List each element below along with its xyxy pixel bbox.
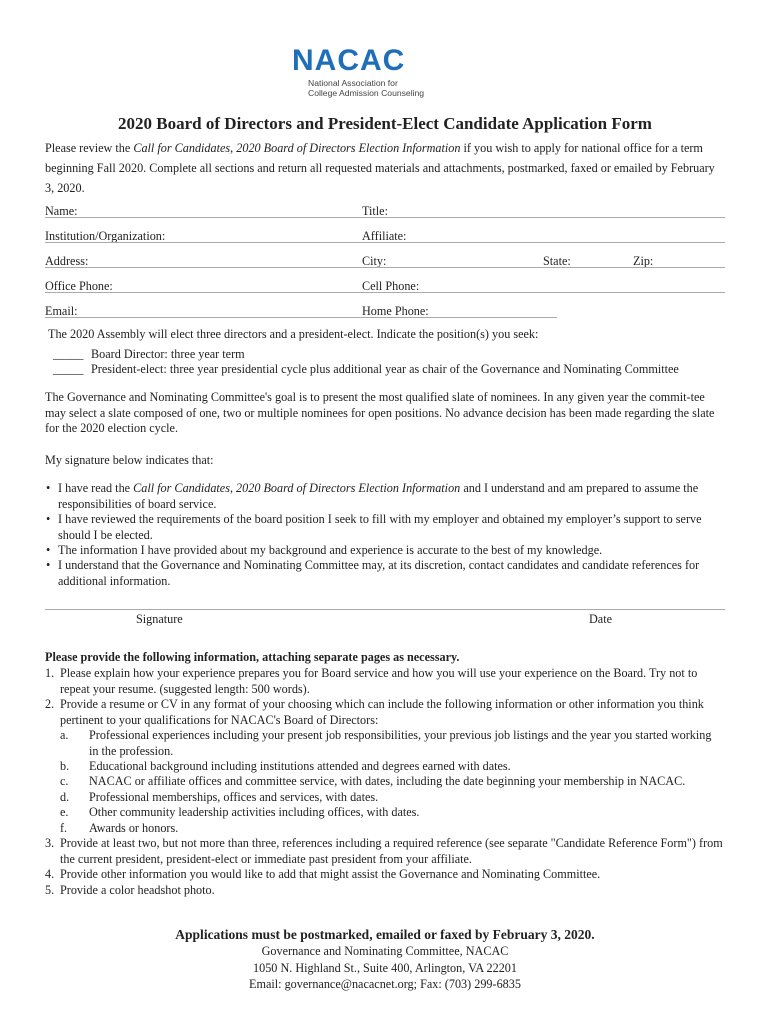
institution-label: Institution/Organization: <box>45 229 166 243</box>
phone-line[interactable] <box>45 292 725 293</box>
item-3: Provide at least two, but not more than three, references including a required reference (see separate "Candidate Reference Form") from the current president, president-elect or immediate past president from your affiliate. <box>60 836 723 866</box>
bullet-accurate-info: • The information I have provided about my background and experience is accurate to the best of my knowledge. <box>46 543 603 557</box>
item-2e: Other community leadership activities including offices, with dates. <box>89 805 420 819</box>
board-director-blank[interactable]: _____ <box>53 347 84 361</box>
footer-committee: Governance and Nominating Committee, NACAC <box>261 944 509 958</box>
deadline-notice: Applications must be postmarked, emailed or faxed by February 3, 2020. <box>175 927 595 942</box>
item-2a-letter: a. <box>60 728 69 742</box>
item-4-number: 4. <box>45 867 55 881</box>
item-3-number: 3. <box>45 836 55 850</box>
bullet-contact-references: • I understand that the Governance and Nominating Committee may, at its discretion, contact candidates and candidate references for additional information. <box>46 558 700 588</box>
item-2f: Awards or honors. <box>89 821 179 835</box>
affiliate-label: Affiliate: <box>362 229 407 243</box>
bullet-employer-support: • I have reviewed the requirements of the board position I seek to fill with my employer and obtained my employer’s support to serve should I be elected. <box>46 512 702 542</box>
logo-name: NACAC <box>292 44 406 77</box>
item-1-number: 1. <box>45 666 55 680</box>
name-title-line[interactable] <box>45 217 725 218</box>
footer-contact: Email: governance@nacacnet.org; Fax: (703) 299-6835 <box>249 977 521 991</box>
item-5: Provide a color headshot photo. <box>60 883 215 897</box>
institution-affiliate-line[interactable] <box>45 242 725 243</box>
positions-prompt: The 2020 Assembly will elect three directors and a president-elect. Indicate the position(s) you seek: <box>48 327 539 341</box>
office-phone-label: Office Phone: <box>45 279 113 293</box>
item-2b-letter: b. <box>60 759 70 773</box>
item-2e-letter: e. <box>60 805 69 819</box>
home-phone-label: Home Phone: <box>362 304 429 318</box>
date-label: Date <box>589 612 613 626</box>
email-line[interactable] <box>45 317 557 318</box>
provide-heading: Please provide the following information, attaching separate pages as necessary. <box>45 650 460 664</box>
signature-label: Signature <box>136 612 183 626</box>
item-2b: Educational background including institutions attended and degrees earned with dates. <box>89 759 511 773</box>
address-line[interactable] <box>45 267 725 268</box>
board-director-option: Board Director: three year term <box>91 347 245 361</box>
zip-label: Zip: <box>633 254 654 268</box>
item-2a: Professional experiences including your present job responsibilities, your previous job listings and the year you started working in the profession. <box>89 728 712 758</box>
footer-address: 1050 N. Highland St., Suite 400, Arlington, VA 22201 <box>253 961 517 975</box>
signature-intro: My signature below indicates that: <box>45 453 214 467</box>
president-elect-option: President-elect: three year presidential cycle plus additional year as chair of the Governance and Nominating Committee <box>91 362 679 376</box>
state-label: State: <box>543 254 571 268</box>
item-1: Please explain how your experience prepares you for Board service and how you will use your experience on the Board. Try not to repeat your resume. (suggested length: 500 words). <box>60 666 698 696</box>
item-2: Provide a resume or CV in any format of your choosing which can include the following information or other information you think pertinent to your qualifications for NACAC's Board of Directors: <box>60 697 704 727</box>
email-label: Email: <box>45 304 78 318</box>
item-5-number: 5. <box>45 883 55 897</box>
item-2-number: 2. <box>45 697 55 711</box>
city-label: City: <box>362 254 387 268</box>
cell-phone-label: Cell Phone: <box>362 279 420 293</box>
item-2d: Professional memberships, offices and services, with dates. <box>89 790 379 804</box>
item-2d-letter: d. <box>60 790 70 804</box>
item-2f-letter: f. <box>60 821 68 835</box>
logo-line2: College Admission Counseling <box>308 88 425 98</box>
address-label: Address: <box>45 254 89 268</box>
form-title: 2020 Board of Directors and President-Elect Candidate Application Form <box>118 114 652 133</box>
title-label: Title: <box>362 204 388 218</box>
item-4: Provide other information you would like to add that might assist the Governance and Nominating Committee. <box>60 867 601 881</box>
bullet-read-call: • I have read the Call for Candidates, 2020 Board of Directors Election Information and I understand and am prepared to assume the responsibilities of board service. <box>46 481 699 511</box>
intro-paragraph: Please review the Call for Candidates, 2020 Board of Directors Election Information if you wish to apply for national office for a term beginning Fall 2020. Complete all sections and return all requested materials and attachments, postmarked, faxed or emailed by February 3, 2020. <box>45 141 715 195</box>
logo-line1: National Association for <box>308 78 398 88</box>
item-2c-letter: c. <box>60 774 69 788</box>
president-elect-blank[interactable]: _____ <box>53 362 84 376</box>
nacac-logo <box>292 44 442 98</box>
name-label: Name: <box>45 204 78 218</box>
goal-paragraph: The Governance and Nominating Committee's goal is to present the most qualified slate of nominees. In any given year the commit-tee may select a slate composed of one, two or multiple nominees for open positions. No advance decision has been made regarding the slate for the 2020 election cycle. <box>45 390 715 435</box>
item-2c: NACAC or affiliate offices and committee service, with dates, including the date beginning your membership in NACAC. <box>89 774 686 788</box>
signature-line[interactable] <box>45 609 725 610</box>
